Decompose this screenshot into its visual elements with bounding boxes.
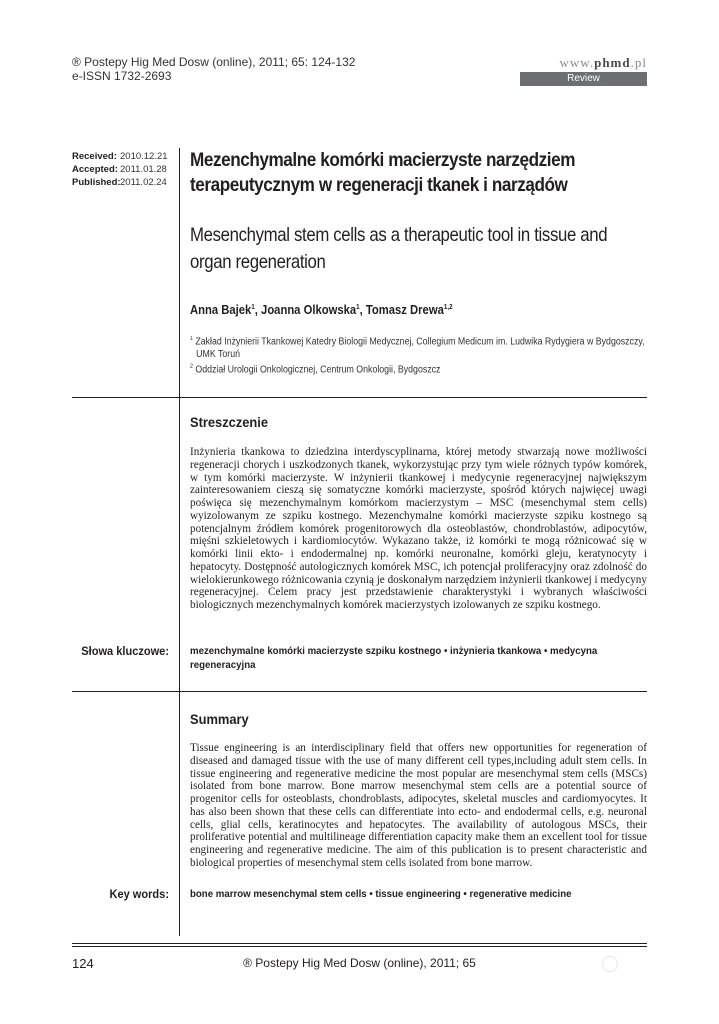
affiliations xyxy=(190,333,648,377)
article-dates xyxy=(72,150,168,189)
article-type-badge: Review xyxy=(520,72,647,86)
site-suffix: .pl xyxy=(630,55,647,70)
footer-rule xyxy=(72,943,647,944)
site-name: phmd xyxy=(594,55,631,70)
date-value: 2010.12.21 xyxy=(120,151,168,162)
affiliation-text: Oddział Urologii Onkologicznej, Centrum Onkologii, Bydgoszcz xyxy=(195,364,441,376)
journal-citation: ® Postepy Hig Med Dosw (online), 2011; 65: 124-132 xyxy=(72,55,356,69)
author-affiliation: 1,2 xyxy=(443,303,453,311)
column-divider xyxy=(179,148,180,936)
watermark-icon xyxy=(602,956,618,972)
date-value: 2011.01.28 xyxy=(120,164,167,175)
footer-citation: ® Postepy Hig Med Dosw (online), 2011; 65 xyxy=(243,956,476,970)
date-label: Published: xyxy=(72,177,121,188)
title-english: Mesenchymal stem cells as a therapeutic tool in tissue and organ regeneration xyxy=(190,224,608,273)
author-separator: , xyxy=(359,303,366,317)
affiliation-number: 1 xyxy=(190,336,193,342)
keywords-en-label: Key words: xyxy=(109,887,169,901)
author-separator: , xyxy=(254,303,262,317)
date-label: Accepted: xyxy=(72,164,118,175)
abstract-pl-heading: Streszczenie xyxy=(190,414,269,430)
page-number: 124 xyxy=(72,956,94,971)
keywords-en: bone marrow mesenchymal stem cells • tissue engineering • regenerative medicine xyxy=(190,888,572,900)
title-polish: Mezenchymalne komórki macierzyste narzędziem terapeutycznym w regeneracji tkanek i narządów xyxy=(190,149,576,196)
date-value: 2011.02.24 xyxy=(120,177,167,188)
abstract-en-text: Tissue engineering is an interdisciplinary field that offers new opportunities for regeneration of diseased and damaged tissue with the use of many different cell types,including adult stem cells. In tissue engineering and regenerative medicine the most popular are mesenchymal stem cells (MSCs) isolated from bone marrow. Bone marrow mesenchymal stem cells are a potential source of progenitor cells for osteoblasts, chondroblasts, adipocytes, skeletal muscles and cardiomyocytes. It has also been shown that these cells can differentiate into ecto- and endodermal cells, e.g. neuronal cells, glial cells, keratinocytes and hepatocytes. The availability of autologous MSCs, their proliferative potential and multilineage differentiation capacity make them an excellent tool for tissue engineering and regenerative medicine. The aim of this publication is to present characteristic and biological properties of mesenchymal stem cells isolated from bone marrow. xyxy=(190,742,647,869)
author-list xyxy=(190,303,453,317)
abstract-pl-text: Inżynieria tkankowa to dziedzina interdyscyplinarna, której metody stwarzają nowe możliwości regeneracji chorych i uszkodzonych tkanek, wykorzystując przy tym wiele różnych typów komórek, w tym komórki macierzyste. W inżynierii tkankowej i medycynie regeneracyjnej największym zainteresowaniem cieszą się somatyczne komórki macierzyste, spośród których najwięcej uwagi poświęca się mezenchymalnym komórkom macierzystym – MSC (mesenchymal stem cells) wyizolowanym ze szpiku kostnego. Mezenchymalne komórki macierzyste szpiku kostnego są potencjalnym źródłem komórek progenitorowych dla osteoblastów, chondroblastów, adipocytów, mięśni szkieletowych i kardiomiocytów. Wykazano także, iż komórki te mogą różnicować się w komórki linii ekto- i endodermalnej np. komórki neuronalne, komórki gleju, keratynocyty i hepatocyty. Dostępność autologicznych komórek MSC, ich potencjał proliferacyjny oraz zdolność do wielokierunkowego różnicowania czynią je doskonałym narzędziem inżynierii tkankowej i medycyny regeneracyjnej. Celem pracy jest przedstawienie charakterystyki i wybranych właściwości biologicznych mezenchymalnych komórek macierzystych izolowanych ze szpiku kostnego. xyxy=(190,446,647,611)
affiliation-1 xyxy=(190,333,648,348)
author-affiliation: 1 xyxy=(251,303,255,311)
author-name: Anna Bajek xyxy=(190,303,252,317)
date-accepted xyxy=(72,163,168,176)
author-name: Joanna Olkowska xyxy=(261,303,357,317)
section-divider xyxy=(72,397,647,398)
keywords-pl: mezenchymalne komórki macierzyste szpiku kostnego • inżynieria tkankowa • medycyna regeneracyjna xyxy=(190,645,598,671)
footer-rule xyxy=(72,946,647,947)
affiliation-1-cont: UMK Toruń xyxy=(196,349,241,361)
keywords-pl-label: Słowa kluczowe: xyxy=(81,644,169,658)
journal-website[interactable] xyxy=(560,55,647,71)
author-name: Tomasz Drewa xyxy=(365,303,444,317)
affiliation-2 xyxy=(190,361,648,376)
abstract-en-heading: Summary xyxy=(190,711,249,727)
affiliation-number: 2 xyxy=(190,364,193,371)
author-affiliation: 1 xyxy=(356,303,360,311)
date-label: Received: xyxy=(72,151,117,162)
site-prefix: www. xyxy=(559,55,595,70)
section-divider xyxy=(72,691,647,692)
date-published xyxy=(72,176,168,189)
journal-issn: e-ISSN 1732-2693 xyxy=(72,69,172,83)
date-received xyxy=(72,150,168,163)
affiliation-text: Zakład Inżynierii Tkankowej Katedry Biologii Medycznej, Collegium Medicum im. Ludwika Rydygiera w Bydgoszczy, xyxy=(195,336,645,348)
